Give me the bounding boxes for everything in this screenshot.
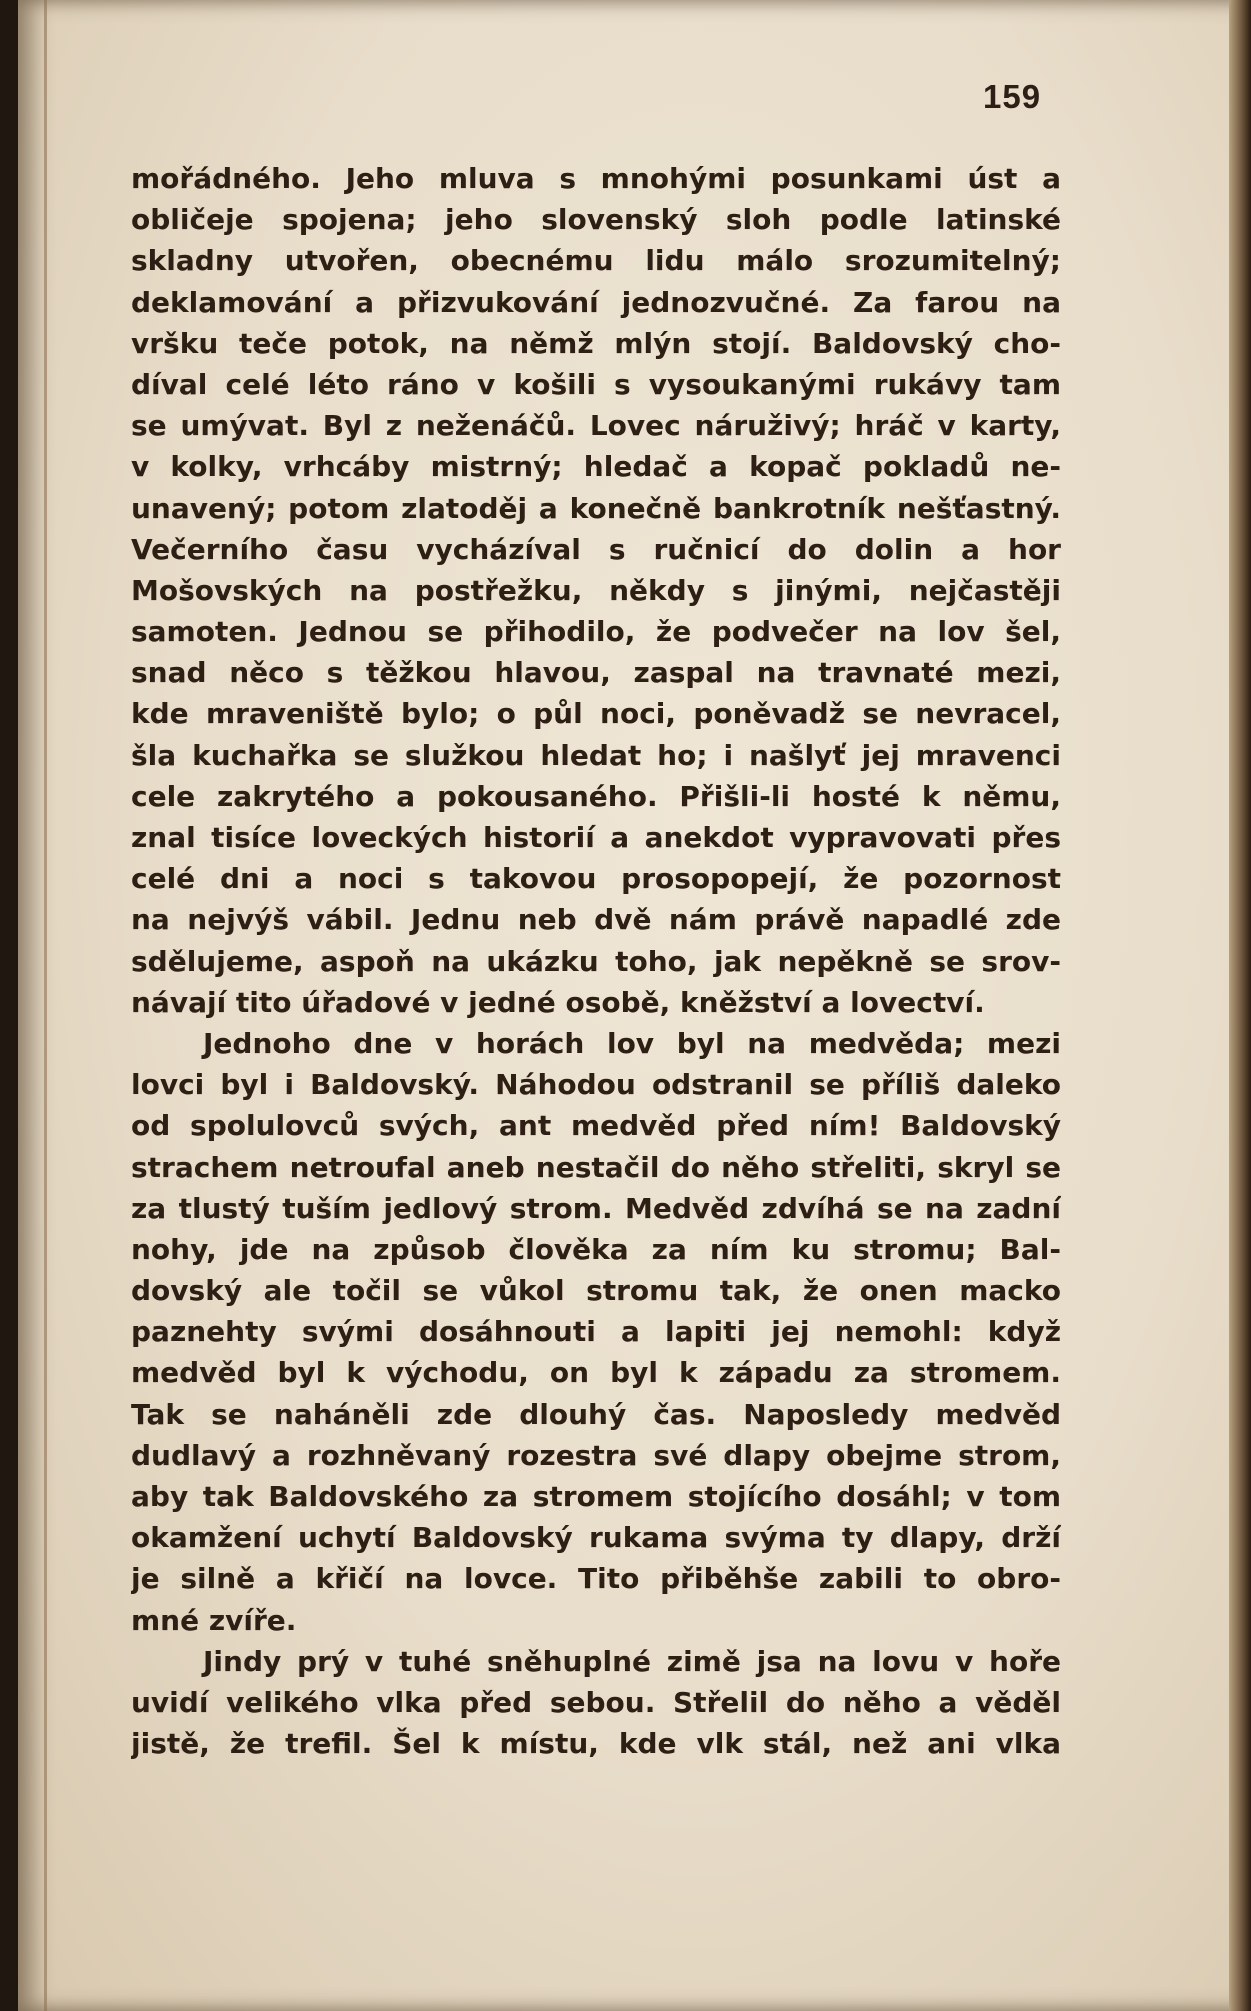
text-line: dovský ale točil se vůkol stromu tak, že onen macko (131, 1274, 1061, 1308)
text-line: aby tak Baldovského za stromem stojícího dosáhl; v tom (131, 1480, 1061, 1513)
text-line: díval celé léto ráno v košili s vysoukanými rukávy tam (131, 367, 1061, 401)
text-line: jistě, že trefil. Šel k místu, kde vlk stál, než ani vlka (131, 1727, 1061, 1761)
text-line: medvěd byl k východu, on byl k západu za stromem. (131, 1356, 1061, 1390)
text-line: je silně a křičí na lovce. Tito přiběhše zabili to obro- (131, 1562, 1061, 1596)
text-line-paragraph-start: Jednoho dne v horách lov byl na medvěda; mezi (203, 1026, 1061, 1060)
text-line: dudlavý a rozhněvaný rozestra své dlapy obejme strom, (131, 1438, 1061, 1472)
text-line: znal tisíce loveckých historií a anekdot vypravovati přes (131, 821, 1061, 854)
text-line: snad něco s těžkou hlavou, zaspal na travnaté mezi, (131, 656, 1061, 690)
text-line: od spolulovců svých, ant medvěd před ním! Baldovský (131, 1109, 1061, 1143)
text-line-paragraph-start: Jindy prý v tuhé sněhuplné zimě jsa na lovu v hoře (203, 1644, 1061, 1678)
text-line: za tlustý tuším jedlový strom. Medvěd zdvíhá se na zadní (131, 1191, 1061, 1225)
body-text (131, 158, 1061, 1764)
text-line: mořádného. Jeho mluva s mnohými posunkami úst a (131, 162, 1061, 195)
text-line: deklamování a přizvukování jednozvučné. Za farou na (131, 285, 1061, 319)
page-number: 159 (983, 78, 1042, 115)
text-line-paragraph-end: mné zvíře. (131, 1603, 297, 1637)
text-line: uvidí velikého vlka před sebou. Střelil do něho a věděl (131, 1685, 1061, 1719)
text-line: obličeje spojena; jeho slovenský sloh podle latinské (131, 203, 1061, 237)
page-left-edge (44, 0, 47, 2011)
text-line: se umývat. Byl z neženáčů. Lovec náruživý; hráč v karty, (131, 409, 1061, 443)
text-line: unavený; potom zlatoděj a konečně bankrotník nešťastný. (131, 491, 1061, 525)
text-line: Večerního času vycházíval s ručnicí do dolin a hor (131, 532, 1061, 566)
text-line: okamžení uchytí Baldovský rukama svýma ty dlapy, drží (131, 1521, 1061, 1555)
text-line: strachem netroufal aneb nestačil do něho střeliti, skryl se (131, 1150, 1061, 1184)
text-line: kde mraveniště bylo; o půl noci, poněvadž se nevracel, (131, 697, 1061, 731)
text-line: celé dni a noci s takovou prosopopejí, že pozornost (131, 862, 1061, 896)
text-line: nohy, jde na způsob člověka za ním ku stromu; Bal- (131, 1232, 1061, 1266)
text-line: sdělujeme, aspoň na ukázku toho, jak nepěkně se srov- (131, 944, 1061, 978)
text-line: paznehty svými dosáhnouti a lapiti jej nemohl: když (131, 1315, 1061, 1349)
text-line: skladny utvořen, obecnému lidu málo srozumitelný; (131, 244, 1061, 278)
text-line: cele zakrytého a pokousaného. Přišli-li hosté k němu, (131, 779, 1061, 813)
text-line: v kolky, vrhcáby mistrný; hledač a kopač pokladů ne- (131, 450, 1061, 484)
text-line: na nejvýš vábil. Jednu neb dvě nám právě napadlé zde (131, 903, 1061, 937)
text-line: šla kuchařka se služkou hledat ho; i našlyť jej mravenci (131, 738, 1061, 772)
book-page (18, 0, 1251, 2011)
text-line: samoten. Jednou se přihodilo, že podvečer na lov šel, (131, 615, 1061, 649)
book-spine-shadow (1229, 0, 1251, 2011)
text-line: vršku teče potok, na němž mlýn stojí. Baldovský cho- (131, 326, 1061, 360)
text-line: Tak se naháněli zde dlouhý čas. Naposledy medvěd (131, 1397, 1061, 1431)
text-line: Mošovských na postřežku, někdy s jinými, nejčastěji (131, 573, 1061, 607)
text-line-paragraph-end: návají tito úřadové v jedné osobě, kněžství a lovectví. (131, 985, 985, 1019)
text-line: lovci byl i Baldovský. Náhodou odstranil se příliš daleko (131, 1068, 1061, 1102)
